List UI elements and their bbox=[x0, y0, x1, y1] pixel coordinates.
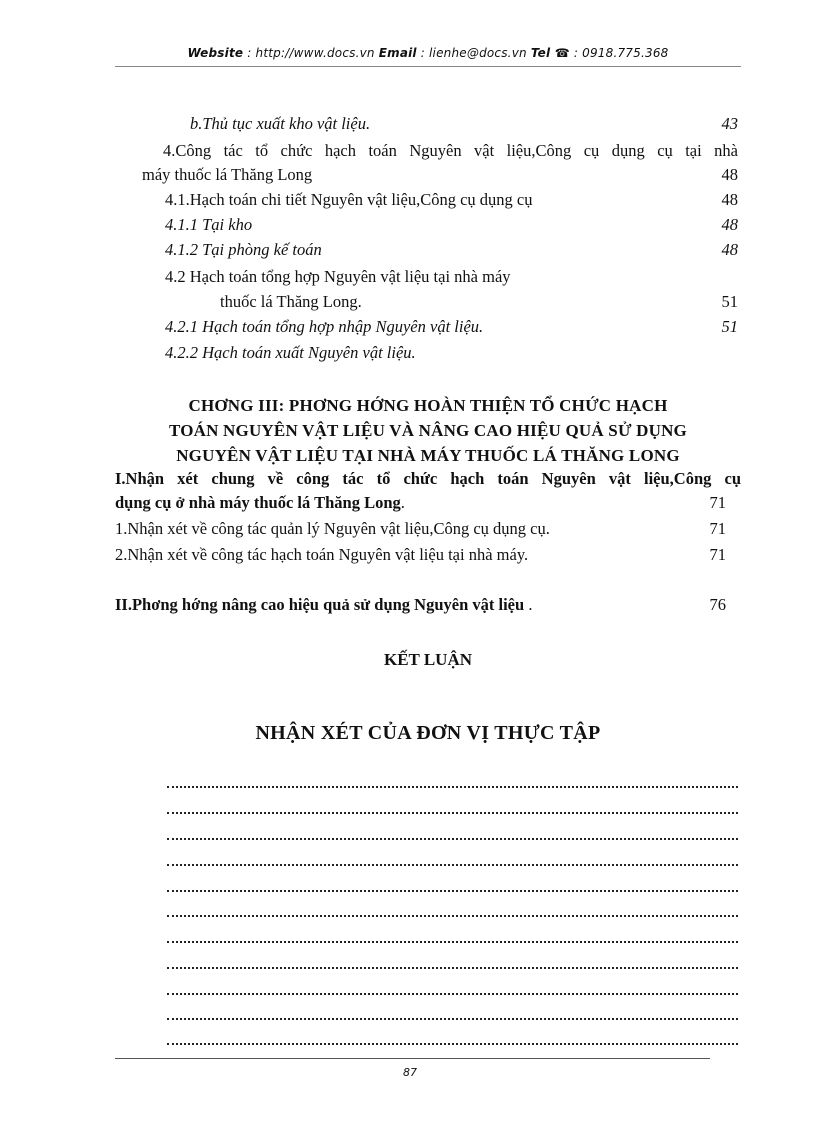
toc-entry-text: 4.2.2 Hạch toán xuất Nguyên vật liệu. bbox=[165, 343, 416, 362]
toc-entry-text: thuốc lá Thăng Long. bbox=[220, 292, 362, 311]
toc-entry-page: 51 bbox=[721, 292, 738, 311]
website-value[interactable]: : http://www.docs.vn bbox=[247, 46, 375, 60]
dotted-line bbox=[167, 838, 738, 840]
footer-divider bbox=[115, 1058, 710, 1059]
toc-entry-text: b.Thủ tục xuất kho vật liệu. bbox=[190, 114, 371, 133]
toc-entry-page: 76 bbox=[709, 595, 726, 614]
tel-label: Tel ☎ bbox=[530, 46, 570, 60]
toc-entry-page: 48 bbox=[721, 165, 738, 184]
website-label: Website bbox=[187, 46, 244, 60]
section-heading: I.Nhận xét chung về công tác tổ chức hạch toán Nguyên vật liệu,Công cụ bbox=[115, 469, 741, 488]
tel-value: : 0918.775.368 bbox=[573, 46, 669, 60]
header-divider bbox=[115, 66, 741, 67]
toc-entry-page: 51 bbox=[721, 317, 738, 336]
chapter-heading-line: CHƠNG III: PHƠNG HỚNG HOÀN THIỆN TỔ CHỨC HẠCH bbox=[188, 396, 668, 415]
toc-entry-page: 48 bbox=[721, 240, 738, 259]
chapter-heading-line: TOÁN NGUYÊN VẬT LIỆU VÀ NÂNG CAO HIỆU QUẢ SỬ DỤNG bbox=[169, 421, 687, 440]
toc-entry-text: máy thuốc lá Thăng Long bbox=[142, 165, 313, 184]
dotted-line bbox=[167, 915, 738, 917]
page-number: 87 bbox=[403, 1066, 417, 1079]
page-header bbox=[115, 46, 741, 60]
toc-entry-page: 43 bbox=[721, 114, 738, 133]
toc-entry-text: 4.1.1 Tại kho bbox=[165, 215, 253, 234]
section-heading-end: . bbox=[400, 493, 405, 512]
toc-entry-text: 4.2.1 Hạch toán tổng hợp nhập Nguyên vật liệu. bbox=[165, 317, 484, 336]
dotted-line bbox=[167, 786, 738, 788]
section-heading-continuation bbox=[115, 493, 405, 513]
toc-entry-text: 4.1.2 Tại phòng kế toán bbox=[165, 240, 322, 259]
dotted-line bbox=[167, 812, 738, 814]
toc-entry-text: 4.2 Hạch toán tổng hợp Nguyên vật liệu tại nhà máy bbox=[165, 267, 511, 286]
toc-entry-page: 48 bbox=[721, 215, 738, 234]
toc-entry-text: 4.1.Hạch toán chi tiết Nguyên vật liệu,Công cụ dụng cụ bbox=[165, 190, 533, 209]
section-heading-text: II.Phơng hớng nâng cao hiệu quả sử dụng Nguyên vật liệu bbox=[115, 595, 525, 614]
dotted-line bbox=[167, 941, 738, 943]
email-label: Email bbox=[378, 46, 417, 60]
dotted-line bbox=[167, 890, 738, 892]
toc-entry-text: 4.Công tác tổ chức hạch toán Nguyên vật liệu,Công cụ dụng cụ tại nhà bbox=[163, 141, 738, 160]
toc-entry-page: 71 bbox=[709, 519, 726, 538]
dotted-line bbox=[167, 1018, 738, 1020]
section-heading-text: dụng cụ ở nhà máy thuốc lá Thăng Long bbox=[115, 493, 401, 512]
dotted-line bbox=[167, 1043, 738, 1045]
conclusion-heading: KẾT LUẬN bbox=[383, 650, 472, 669]
dotted-line bbox=[167, 993, 738, 995]
dotted-line bbox=[167, 864, 738, 866]
toc-entry-page: 71 bbox=[709, 493, 726, 512]
email-value[interactable]: : lienhe@docs.vn bbox=[420, 46, 527, 60]
section-heading-2 bbox=[115, 595, 532, 615]
toc-entry-page: 71 bbox=[709, 545, 726, 564]
section-heading-end: . bbox=[524, 595, 533, 614]
toc-entry-text: 2.Nhận xét về công tác hạch toán Nguyên vật liệu tại nhà máy. bbox=[115, 545, 529, 564]
review-title: NHẬN XÉT CỦA ĐƠN VỊ THỰC TẬP bbox=[255, 722, 601, 744]
toc-entry-page: 48 bbox=[721, 190, 738, 209]
toc-entry-text: 1.Nhận xét về công tác quản lý Nguyên vật liệu,Công cụ dụng cụ. bbox=[115, 519, 550, 538]
chapter-heading-line: NGUYÊN VẬT LIỆU TẠI NHÀ MÁY THUỐC LÁ THĂNG LONG bbox=[176, 446, 680, 465]
dotted-line bbox=[167, 967, 738, 969]
